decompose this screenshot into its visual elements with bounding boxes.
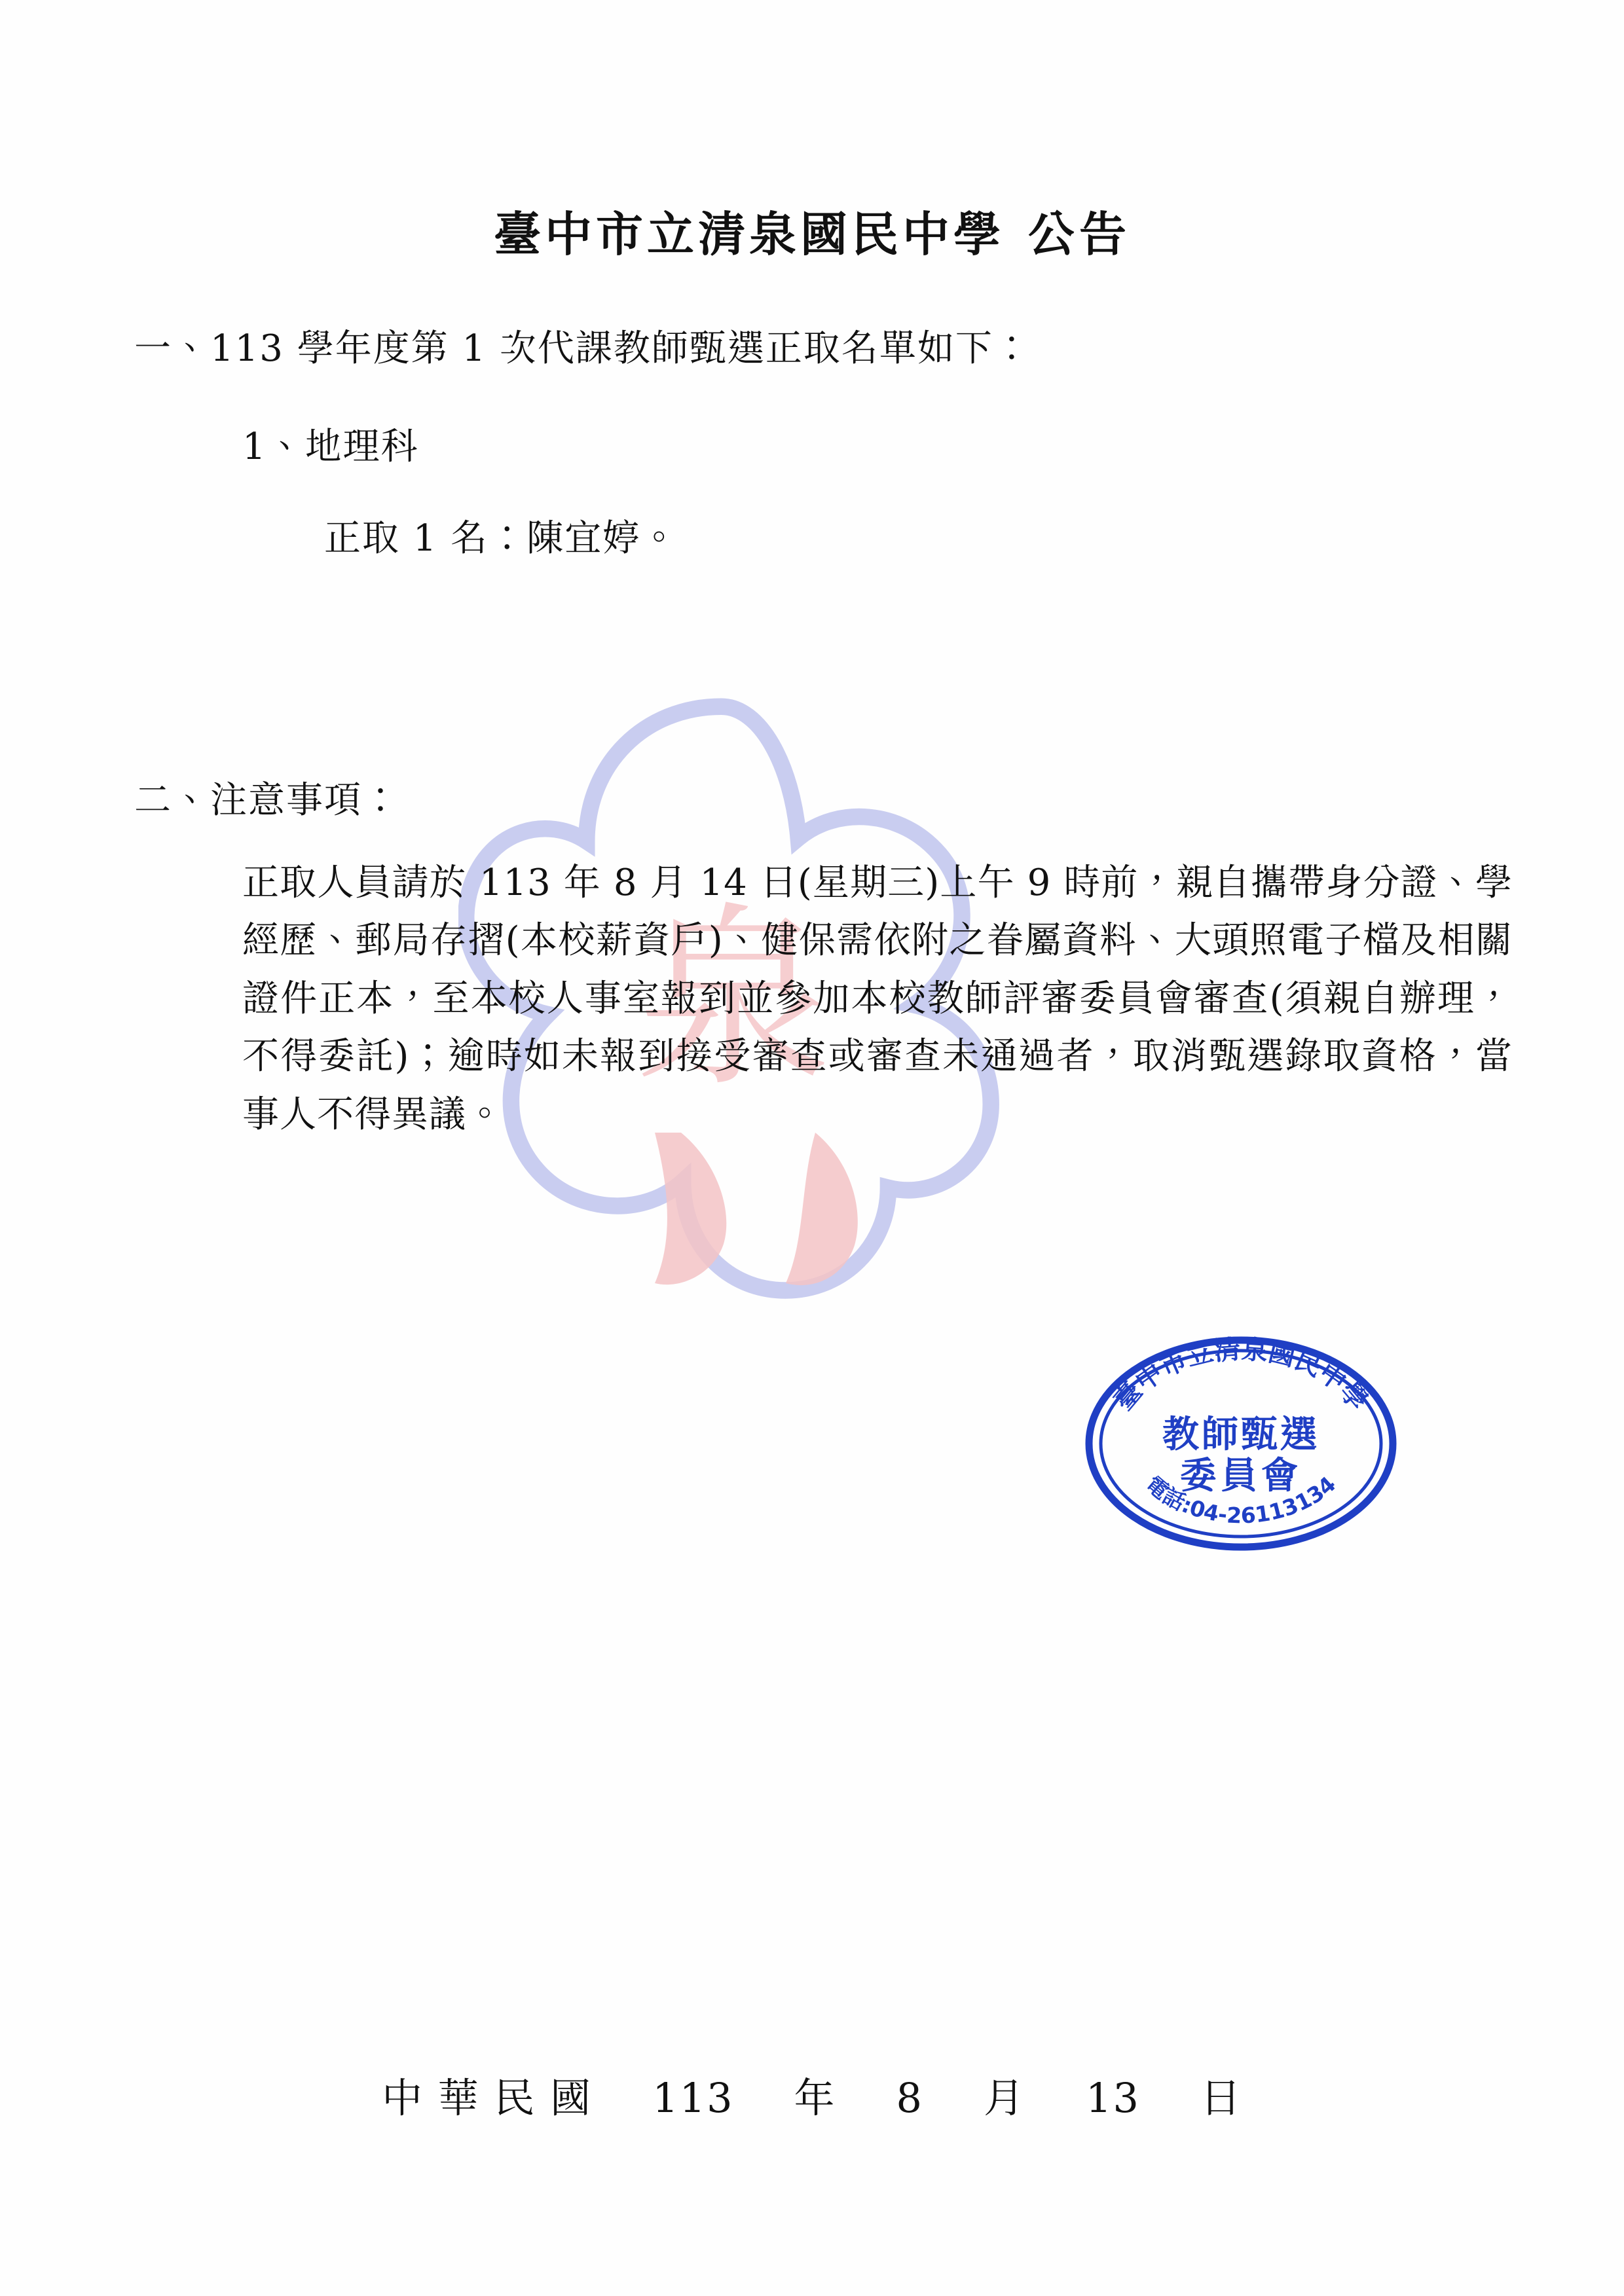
date-year-value: 113 — [652, 2074, 734, 2122]
section-one-heading: 一、113 學年度第 1 次代課教師甄選正取名單如下： — [134, 327, 1031, 370]
page-title-main: 臺中市立清泉國民中學 — [493, 206, 1005, 262]
page-title — [0, 196, 1624, 264]
date-day-label: 日 — [1200, 2074, 1242, 2122]
date-month-value: 8 — [896, 2074, 923, 2122]
date-year-label: 年 — [794, 2074, 836, 2122]
notice-paragraph: 正取人員請於 113 年 8 月 14 日(星期三)上午 9 時前，親自攜帶身分證、學經歷、郵局存摺(本校薪資戶)、健保需依附之眷屬資料、大頭照電子檔及相關證件正本，至本校人事室報到並參加本校教師評審委員會審查(須親自辦理，不得委託)；逾時如未報到接受審查或審查未通過者，取消甄選錄取資格，當事人不得異議。 — [242, 862, 1513, 1136]
svg-text:委員會: 委員會 — [1180, 1454, 1302, 1497]
accepted-candidate-line: 正取 1 名：陳宜婷。 — [324, 517, 679, 560]
date-day-value: 13 — [1086, 2074, 1140, 2122]
date-roc-label: 中 華 民 國 — [382, 2074, 593, 2122]
issue-date-line — [0, 2066, 1624, 2124]
official-seal-stamp — [1080, 1332, 1401, 1555]
svg-text:臺中市立清泉國民中學: 臺中市立清泉國民中學 — [1108, 1334, 1374, 1417]
date-month-label: 月 — [984, 2074, 1026, 2122]
svg-text:教師甄選: 教師甄選 — [1162, 1413, 1320, 1456]
svg-text:電話:04-26113134: 電話:04-26113134 — [1141, 1470, 1341, 1529]
page-title-type: 公告 — [1028, 206, 1131, 262]
subject-item-geography: 1、地理科 — [242, 426, 419, 468]
section-two-heading: 二、注意事項： — [134, 779, 400, 822]
svg-text:泉: 泉 — [635, 885, 832, 1114]
